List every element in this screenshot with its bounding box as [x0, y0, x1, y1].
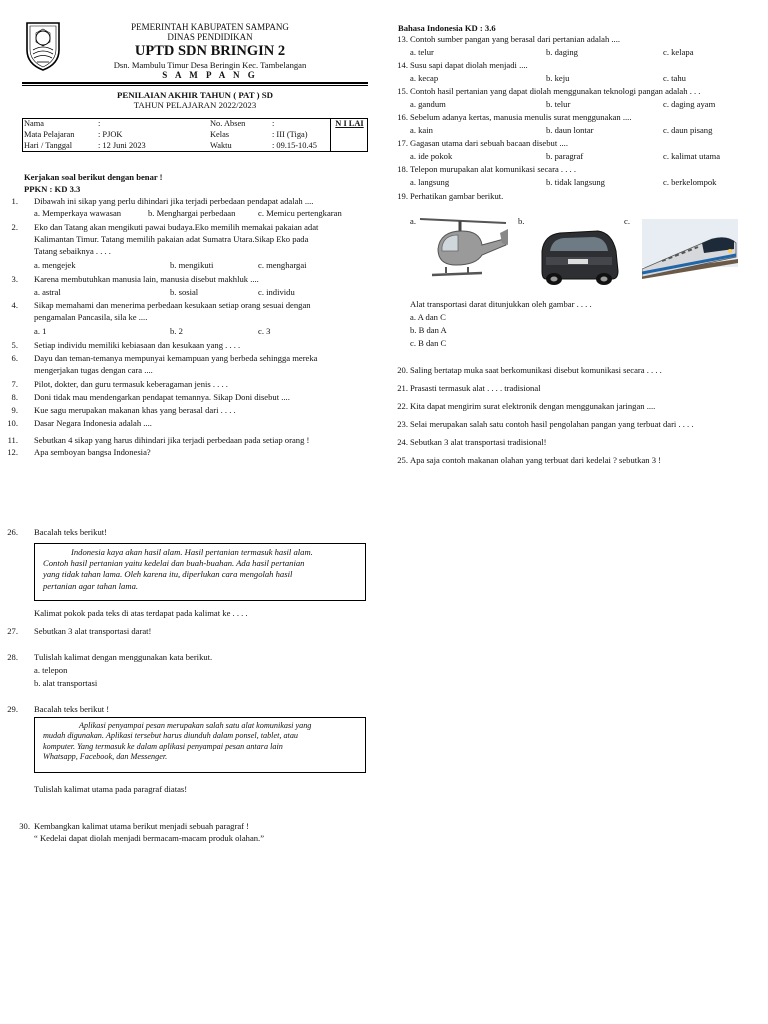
question-number: 13. [397, 34, 408, 44]
question-29 [0, 704, 380, 716]
question-3 [0, 274, 380, 298]
question-text: Karena membutuhkan manusia lain, manusia disebut makhluk .... [34, 274, 259, 284]
question-text: Alat transportasi darat ditunjukkan oleh gambar . . . . [410, 299, 592, 309]
image-label-c: c. [624, 216, 630, 226]
question-24 [390, 437, 768, 449]
option-a: a. 1 [34, 326, 47, 336]
question-number: 15. [397, 86, 408, 96]
question-text: Sikap memahami dan menerima perbedaan kesukaan setiap orang sesuai dengan [34, 300, 311, 310]
option-c: c. daun pisang [663, 125, 713, 135]
question-number: 19. [397, 191, 408, 201]
question-number: 12. [7, 447, 18, 457]
bahasa-heading: Bahasa Indonesia KD : 3.6 [398, 23, 496, 33]
question-number: 23. [397, 419, 408, 429]
question-number: 8. [11, 392, 18, 402]
option-c: c. individu [258, 287, 295, 297]
option-c: c. daging ayam [663, 99, 716, 109]
image-label-a: a. [410, 216, 416, 226]
option-a: a. kecap [410, 73, 439, 83]
question-text: Pilot, dokter, dan guru termasuk keberagaman jenis . . . . [34, 379, 228, 389]
question-text: Selai merupakan salah satu contoh hasil pengolahan pangan yang terbuat dari . . . . [410, 419, 694, 429]
question-text: Doni tidak mau mendengarkan pendapat temannya. Sikap Doni disebut .... [34, 392, 290, 402]
question-2 [0, 222, 380, 272]
question-number: 4. [11, 300, 18, 310]
question-10 [0, 418, 380, 430]
name-label: Nama [24, 119, 44, 128]
question-number: 5. [11, 340, 18, 350]
question-text: Sebutkan 4 sikap yang harus dihindari jika terjadi perbedaan pada setiap orang ! [34, 435, 310, 445]
option-b: b. daun lontar [546, 125, 594, 135]
question-number: 16. [397, 112, 408, 122]
option-a: a. telepon [34, 665, 68, 675]
image-label-b: b. [518, 216, 525, 226]
absen-value: : [272, 119, 275, 128]
question-text: Perhatikan gambar berikut. [410, 191, 504, 201]
question-text: Susu sapi dapat diolah menjadi .... [410, 60, 528, 70]
question-30 [0, 821, 380, 845]
question-25 [390, 455, 768, 467]
question-18 [390, 164, 768, 188]
question-text: Apa semboyan bangsa Indonesia? [34, 447, 151, 457]
score-label: N I LAI [335, 119, 364, 128]
option-c: c. 3 [258, 326, 271, 336]
question-number: 29. [7, 704, 18, 714]
passage-line: mudah digunakan. Aplikasi tersebut harus diunduh dalam ponsel, tablet, atau [43, 731, 299, 741]
option-c: c. berkelompok [663, 177, 717, 187]
question-text: mengerjakan tugas dengan cara .... [34, 365, 153, 375]
gov-name: PEMERINTAH KABUPATEN SAMPANG [131, 22, 289, 32]
passage-line: Whatsapp, Facebook, dan Messenger. [43, 751, 168, 761]
question-number: 3. [11, 274, 18, 284]
option-c: c. Memicu pertengkaran [258, 208, 342, 218]
question-6 [0, 353, 380, 377]
exam-title: PENILAIAN AKHIR TAHUN ( PAT ) SD [116, 90, 274, 100]
question-8 [0, 392, 380, 404]
class-value: : III (Tiga) [272, 129, 308, 139]
option-a: a. Memperkaya wawasan [34, 208, 122, 218]
question-text: Eko dan Tatang akan mengikuti pawai budaya.Eko memilih memakai pakaian adat [34, 222, 319, 232]
question-text: Kembangkan kalimat utama berikut menjadi sebuah paragraf ! [34, 821, 249, 831]
question-text: Setiap individu memiliki kebiasaan dan kesukaan yang . . . . [34, 340, 241, 350]
quoted-sentence: “ Kedelai dapat diolah menjadi bermacam-macam produk olahan.” [34, 833, 265, 843]
option-a: a. telur [410, 47, 434, 57]
question-12 [0, 447, 380, 459]
question-27 [0, 626, 380, 638]
passage-line: Indonesia kaya akan hasil alam. Hasil pertanian termasuk hasil alam. [71, 547, 313, 557]
option-a: a. kain [410, 125, 433, 135]
question-text: Kita dapat mengirim surat elektronik dengan menggunakan jaringan .... [410, 401, 656, 411]
school-city: S A M P A N G [162, 70, 258, 80]
question-text: Kalimantan Timur. Tatang memilih pakaian adat Sumatra Utara.Sikap Eko pada [34, 234, 309, 244]
question-17 [390, 138, 768, 162]
question-text: Prasasti termasuk alat . . . . tradisional [410, 383, 541, 393]
question-number: 27. [7, 626, 18, 636]
question-text: Kalimat pokok pada teks di atas terdapat pada kalimat ke . . . . [34, 608, 248, 618]
question-text: Dasar Negara Indonesia adalah .... [34, 418, 152, 428]
option-b: b. telur [546, 99, 571, 109]
passage-box [34, 543, 366, 601]
question-1 [0, 196, 380, 220]
question-number: 18. [397, 164, 408, 174]
question-28 [0, 652, 380, 692]
question-4 [0, 300, 380, 338]
question-14 [390, 60, 768, 84]
question-number: 24. [397, 437, 408, 447]
passage-line: komputer. Yang termasuk ke dalam aplikasi penyampai pesan antara lain [43, 741, 283, 751]
question-number: 6. [11, 353, 18, 363]
time-value: : 09.15-10.45 [272, 140, 317, 150]
question-number: 30. [19, 821, 30, 831]
question-text: Sebutkan 3 alat transportasi darat! [34, 626, 152, 636]
question-text: Tatang sebaiknya . . . . [34, 246, 111, 256]
question-11 [0, 435, 380, 447]
passage-line: pertanian agar tahan lama. [43, 580, 139, 591]
option-b: b. keju [546, 73, 570, 83]
question-number: 1. [11, 196, 18, 206]
option-b: b. alat transportasi [34, 678, 98, 688]
academic-year: TAHUN PELAJARAN 2022/2023 [133, 100, 257, 110]
question-9 [0, 405, 380, 417]
question-7 [0, 379, 380, 391]
question-text: Dibawah ini sikap yang perlu dihindari jika terjadi perbedaan pendapat adalah .... [34, 196, 314, 206]
question-23 [390, 419, 768, 431]
helicopter-image [416, 209, 512, 283]
school-name: UPTD SDN BRINGIN 2 [134, 43, 286, 59]
train-image [642, 219, 738, 283]
question-number: 14. [397, 60, 408, 70]
option-a: a. ide pokok [410, 151, 453, 161]
subject-value: : PJOK [98, 129, 123, 139]
option-b: b. Menghargai perbedaan [148, 208, 236, 218]
question-number: 20. [397, 365, 408, 375]
question-text: Sebelum adanya kertas, manusia menulis surat menggunakan .... [410, 112, 632, 122]
question-text: Contoh sumber pangan yang berasal dari pertanian adalah .... [410, 34, 620, 44]
question-number: 2. [11, 222, 18, 232]
option-c: c. kalimat utama [663, 151, 721, 161]
option-c: c. kelapa [663, 47, 694, 57]
option-b: b. paragraf [546, 151, 584, 161]
passage-box [34, 717, 366, 773]
absen-label: No. Absen [210, 119, 246, 128]
question-text: Kue sagu merupakan makanan khas yang berasal dari . . . . [34, 405, 236, 415]
option-a: a. astral [34, 287, 61, 297]
question-text: Telepon murupakan alat komunikasi secara . . . . [410, 164, 576, 174]
student-info-table [22, 119, 368, 152]
dept-name: DINAS PENDIDIKAN [167, 32, 253, 42]
school-logo [24, 20, 62, 72]
question-text: pengamalan Pancasila, sila ke .... [34, 312, 148, 322]
question-text: Apa saja contoh makanan olahan yang terbuat dari kedelai ? sebutkan 3 ! [410, 455, 662, 465]
question-text: Dayu dan teman-temanya mempunyai kemampuan yang berbeda sehingga mereka [34, 353, 318, 363]
question-number: 26. [7, 527, 18, 537]
question-number: 10. [7, 418, 18, 428]
option-b: b. mengikuti [170, 260, 214, 270]
question-text: Contoh hasil pertanian yang dapat diolah menggunakan teknologi pangan adalah . . . [410, 86, 701, 96]
question-number: 9. [11, 405, 18, 415]
option-a: a. langsung [410, 177, 450, 187]
question-20 [390, 365, 768, 377]
option-c: c. tahu [663, 73, 686, 83]
subject-label: Mata Pelajaran [24, 129, 75, 139]
option-a: a. gandum [410, 99, 446, 109]
passage-line: yang tidak tahan lama. Oleh karena itu, diperlukan cara mengolah hasil [43, 569, 293, 580]
class-label: Kelas [210, 129, 230, 139]
question-5 [0, 340, 380, 352]
option-b: b. daging [546, 47, 578, 57]
question-text: Tulislah kalimat dengan menggunakan kata berikut. [34, 652, 213, 662]
car-image [536, 225, 622, 289]
school-address: Dsn. Mambulu Timur Desa Beringin Kec. Tambelangan [113, 60, 307, 70]
option-c: c. menghargai [258, 260, 307, 270]
option-b: b. B dan A [410, 325, 447, 335]
question-15 [390, 86, 768, 110]
question-number: 21. [397, 383, 408, 393]
question-19 [390, 191, 768, 351]
option-c: c. B dan C [410, 338, 447, 348]
passage-line: Contoh hasil pertanian yaitu kedelai dan buah-buahan. Ada hasil pertanian [43, 558, 305, 569]
option-a: a. A dan C [410, 312, 446, 322]
question-number: 22. [397, 401, 408, 411]
question-number: 7. [11, 379, 18, 389]
header-rule-thin [22, 85, 368, 86]
name-value: : [98, 119, 101, 128]
ppkn-heading: PPKN : KD 3.3 [24, 184, 81, 194]
passage-line: Aplikasi penyampai pesan merupakan salah satu alat komunikasi yang [79, 721, 312, 730]
question-16 [390, 112, 768, 136]
question-number: 17. [397, 138, 408, 148]
option-b: b. tidak langsung [546, 177, 605, 187]
option-b: b. 2 [170, 326, 183, 336]
header-rule [22, 82, 368, 84]
question-text: Bacalah teks berikut ! [34, 704, 110, 714]
option-b: b. sosial [170, 287, 199, 297]
question-text: Saling bertatap muka saat berkomunikasi disebut komunikasi secara . . . . [410, 365, 662, 375]
question-text: Sebutkan 3 alat transportasi tradisional! [410, 437, 547, 447]
question-number: 11. [7, 435, 18, 445]
question-number: 28. [7, 652, 18, 662]
question-22 [390, 401, 768, 413]
date-label: Hari / Tanggal [24, 140, 73, 150]
option-a: a. mengejek [34, 260, 76, 270]
question-13 [390, 34, 768, 58]
date-value: : 12 Juni 2023 [98, 140, 146, 150]
instruction: Kerjakan soal berikut dengan benar ! [24, 172, 163, 182]
question-21 [390, 383, 768, 395]
time-label: Waktu [210, 140, 232, 150]
question-text: Bacalah teks berikut! [34, 527, 108, 537]
question-number: 25. [397, 455, 408, 465]
question-text: Gagasan utama dari sebuah bacaan disebut .... [410, 138, 568, 148]
question-text: Tulislah kalimat utama pada paragraf diatas! [34, 784, 188, 794]
